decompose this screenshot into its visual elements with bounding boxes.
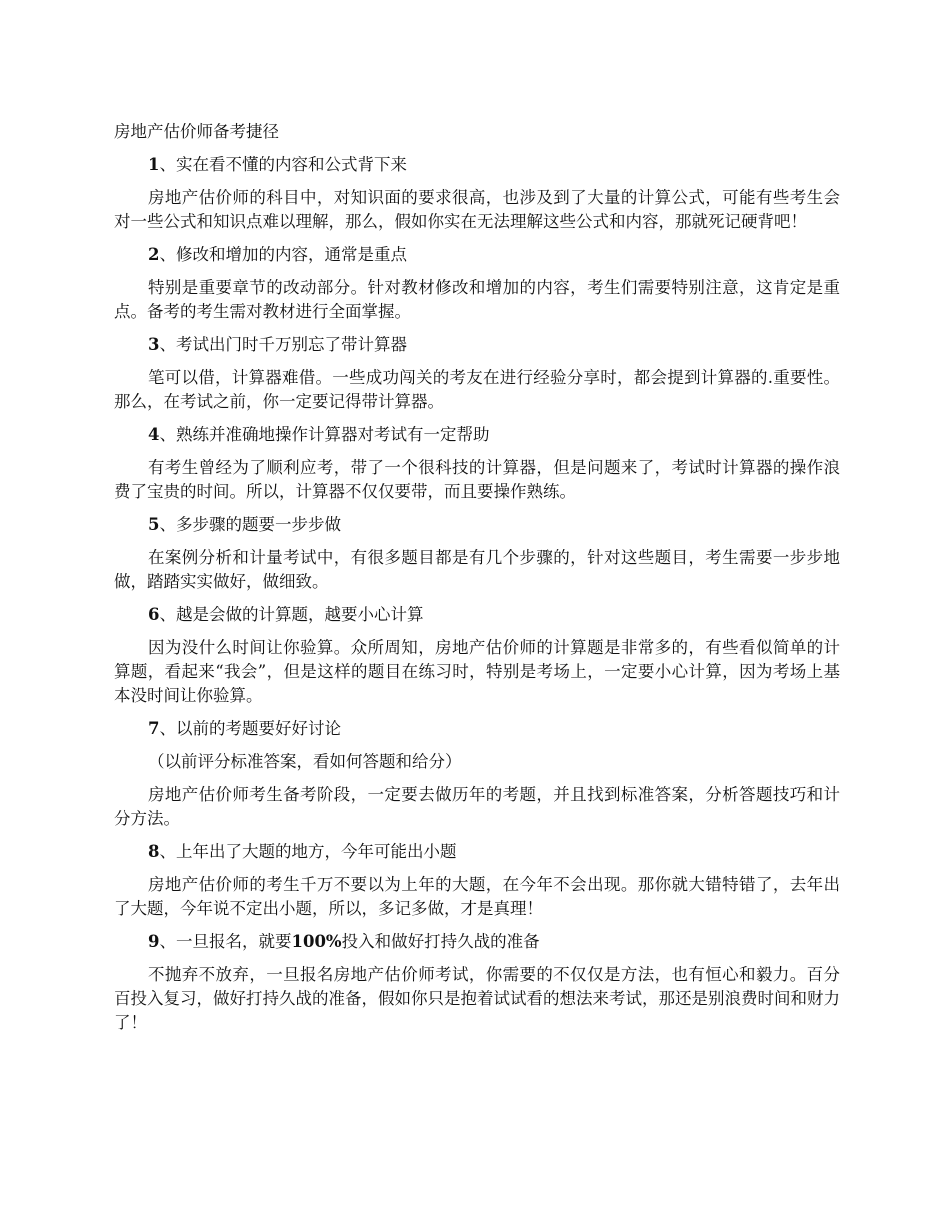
section-6-body: 因为没什么时间让你验算。众所周知，房地产估价师的计算题是非常多的，有些看似简单的计算题，看起来“我会”，但是这样的题目在练习时，特别是考场上，一定要小心计算，因为考场上基本没时间让你验算。 — [114, 638, 840, 705]
section-9-heading-text-before: 、一旦报名，就要 — [159, 932, 292, 951]
section-2-body: 特别是重要章节的改动部分。针对教材修改和增加的内容，考生们需要特别注意，这肯定是重点。备考的考生需对教材进行全面掌握。 — [114, 278, 840, 321]
section-9-heading — [114, 930, 840, 954]
section-7-note: （以前评分标准答案，看如何答题和给分） — [148, 752, 462, 771]
document-title: 房地产估价师备考捷径 — [114, 122, 279, 141]
section-1-heading-text: 、实在看不懂的内容和公式背下来 — [159, 155, 407, 174]
section-6-heading — [114, 603, 840, 627]
section-3-heading — [114, 333, 840, 357]
section-8-heading-text: 、上年出了大题的地方，今年可能出小题 — [159, 842, 457, 861]
section-6-heading-text: 、越是会做的计算题，越要小心计算 — [159, 605, 424, 624]
section-7-heading-text: 、以前的考题要好好讨论 — [159, 719, 341, 738]
section-8-heading — [114, 840, 840, 864]
section-1-number: 1 — [148, 155, 160, 174]
document-page — [114, 120, 840, 1044]
section-5-heading-text: 、多步骤的题要一步步做 — [159, 515, 341, 534]
section-7-body: 房地产估价师考生备考阶段，一定要去做历年的考题，并且找到标准答案，分析答题技巧和计分方法。 — [114, 785, 840, 828]
section-9-number: 9 — [148, 932, 160, 951]
section-7-heading — [114, 717, 840, 741]
section-3-number: 3 — [148, 335, 160, 354]
section-9-heading-text-after: 投入和做好打持久战的准备 — [341, 932, 540, 951]
section-3-heading-text: 、考试出门时千万别忘了带计算器 — [159, 335, 407, 354]
section-5-heading — [114, 513, 840, 537]
section-8-body: 房地产估价师的考生千万不要以为上年的大题，在今年不会出现。那你就大错特错了，去年出了大题，今年说不定出小题，所以，多记多做，才是真理！ — [114, 875, 840, 918]
section-9-body: 不抛弃不放弃，一旦报名房地产估价师考试，你需要的不仅仅是方法，也有恒心和毅力。百分百投入复习，做好打持久战的准备，假如你只是抱着试试看的想法来考试，那还是别浪费时间和财力了！ — [114, 965, 840, 1032]
section-3-body: 笔可以借，计算器难借。一些成功闯关的考友在进行经验分享时，都会提到计算器的.重要性。那么，在考试之前，你一定要记得带计算器。 — [114, 368, 840, 411]
section-4-heading — [114, 423, 840, 447]
section-1-heading — [114, 153, 840, 177]
section-1-body: 房地产估价师的科目中，对知识面的要求很高，也涉及到了大量的计算公式，可能有些考生会对一些公式和知识点难以理解，那么，假如你实在无法理解这些公式和内容，那就死记硬背吧！ — [114, 188, 840, 231]
section-4-body: 有考生曾经为了顺利应考，带了一个很科技的计算器，但是问题来了，考试时计算器的操作浪费了宝贵的时间。所以，计算器不仅仅要带，而且要操作熟练。 — [114, 458, 840, 501]
section-5-number: 5 — [148, 515, 160, 534]
section-9-heading-percent: 100% — [291, 932, 342, 951]
section-2-heading — [114, 243, 840, 267]
section-2-number: 2 — [148, 245, 160, 264]
section-2-heading-text: 、修改和增加的内容，通常是重点 — [159, 245, 407, 264]
section-7-number: 7 — [148, 719, 160, 738]
section-5-body: 在案例分析和计量考试中，有很多题目都是有几个步骤的，针对这些题目，考生需要一步步地做，踏踏实实做好，做细致。 — [114, 548, 840, 591]
section-4-number: 4 — [148, 425, 160, 444]
section-4-heading-text: 、熟练并准确地操作计算器对考试有一定帮助 — [159, 425, 490, 444]
section-8-number: 8 — [148, 842, 160, 861]
section-6-number: 6 — [148, 605, 160, 624]
